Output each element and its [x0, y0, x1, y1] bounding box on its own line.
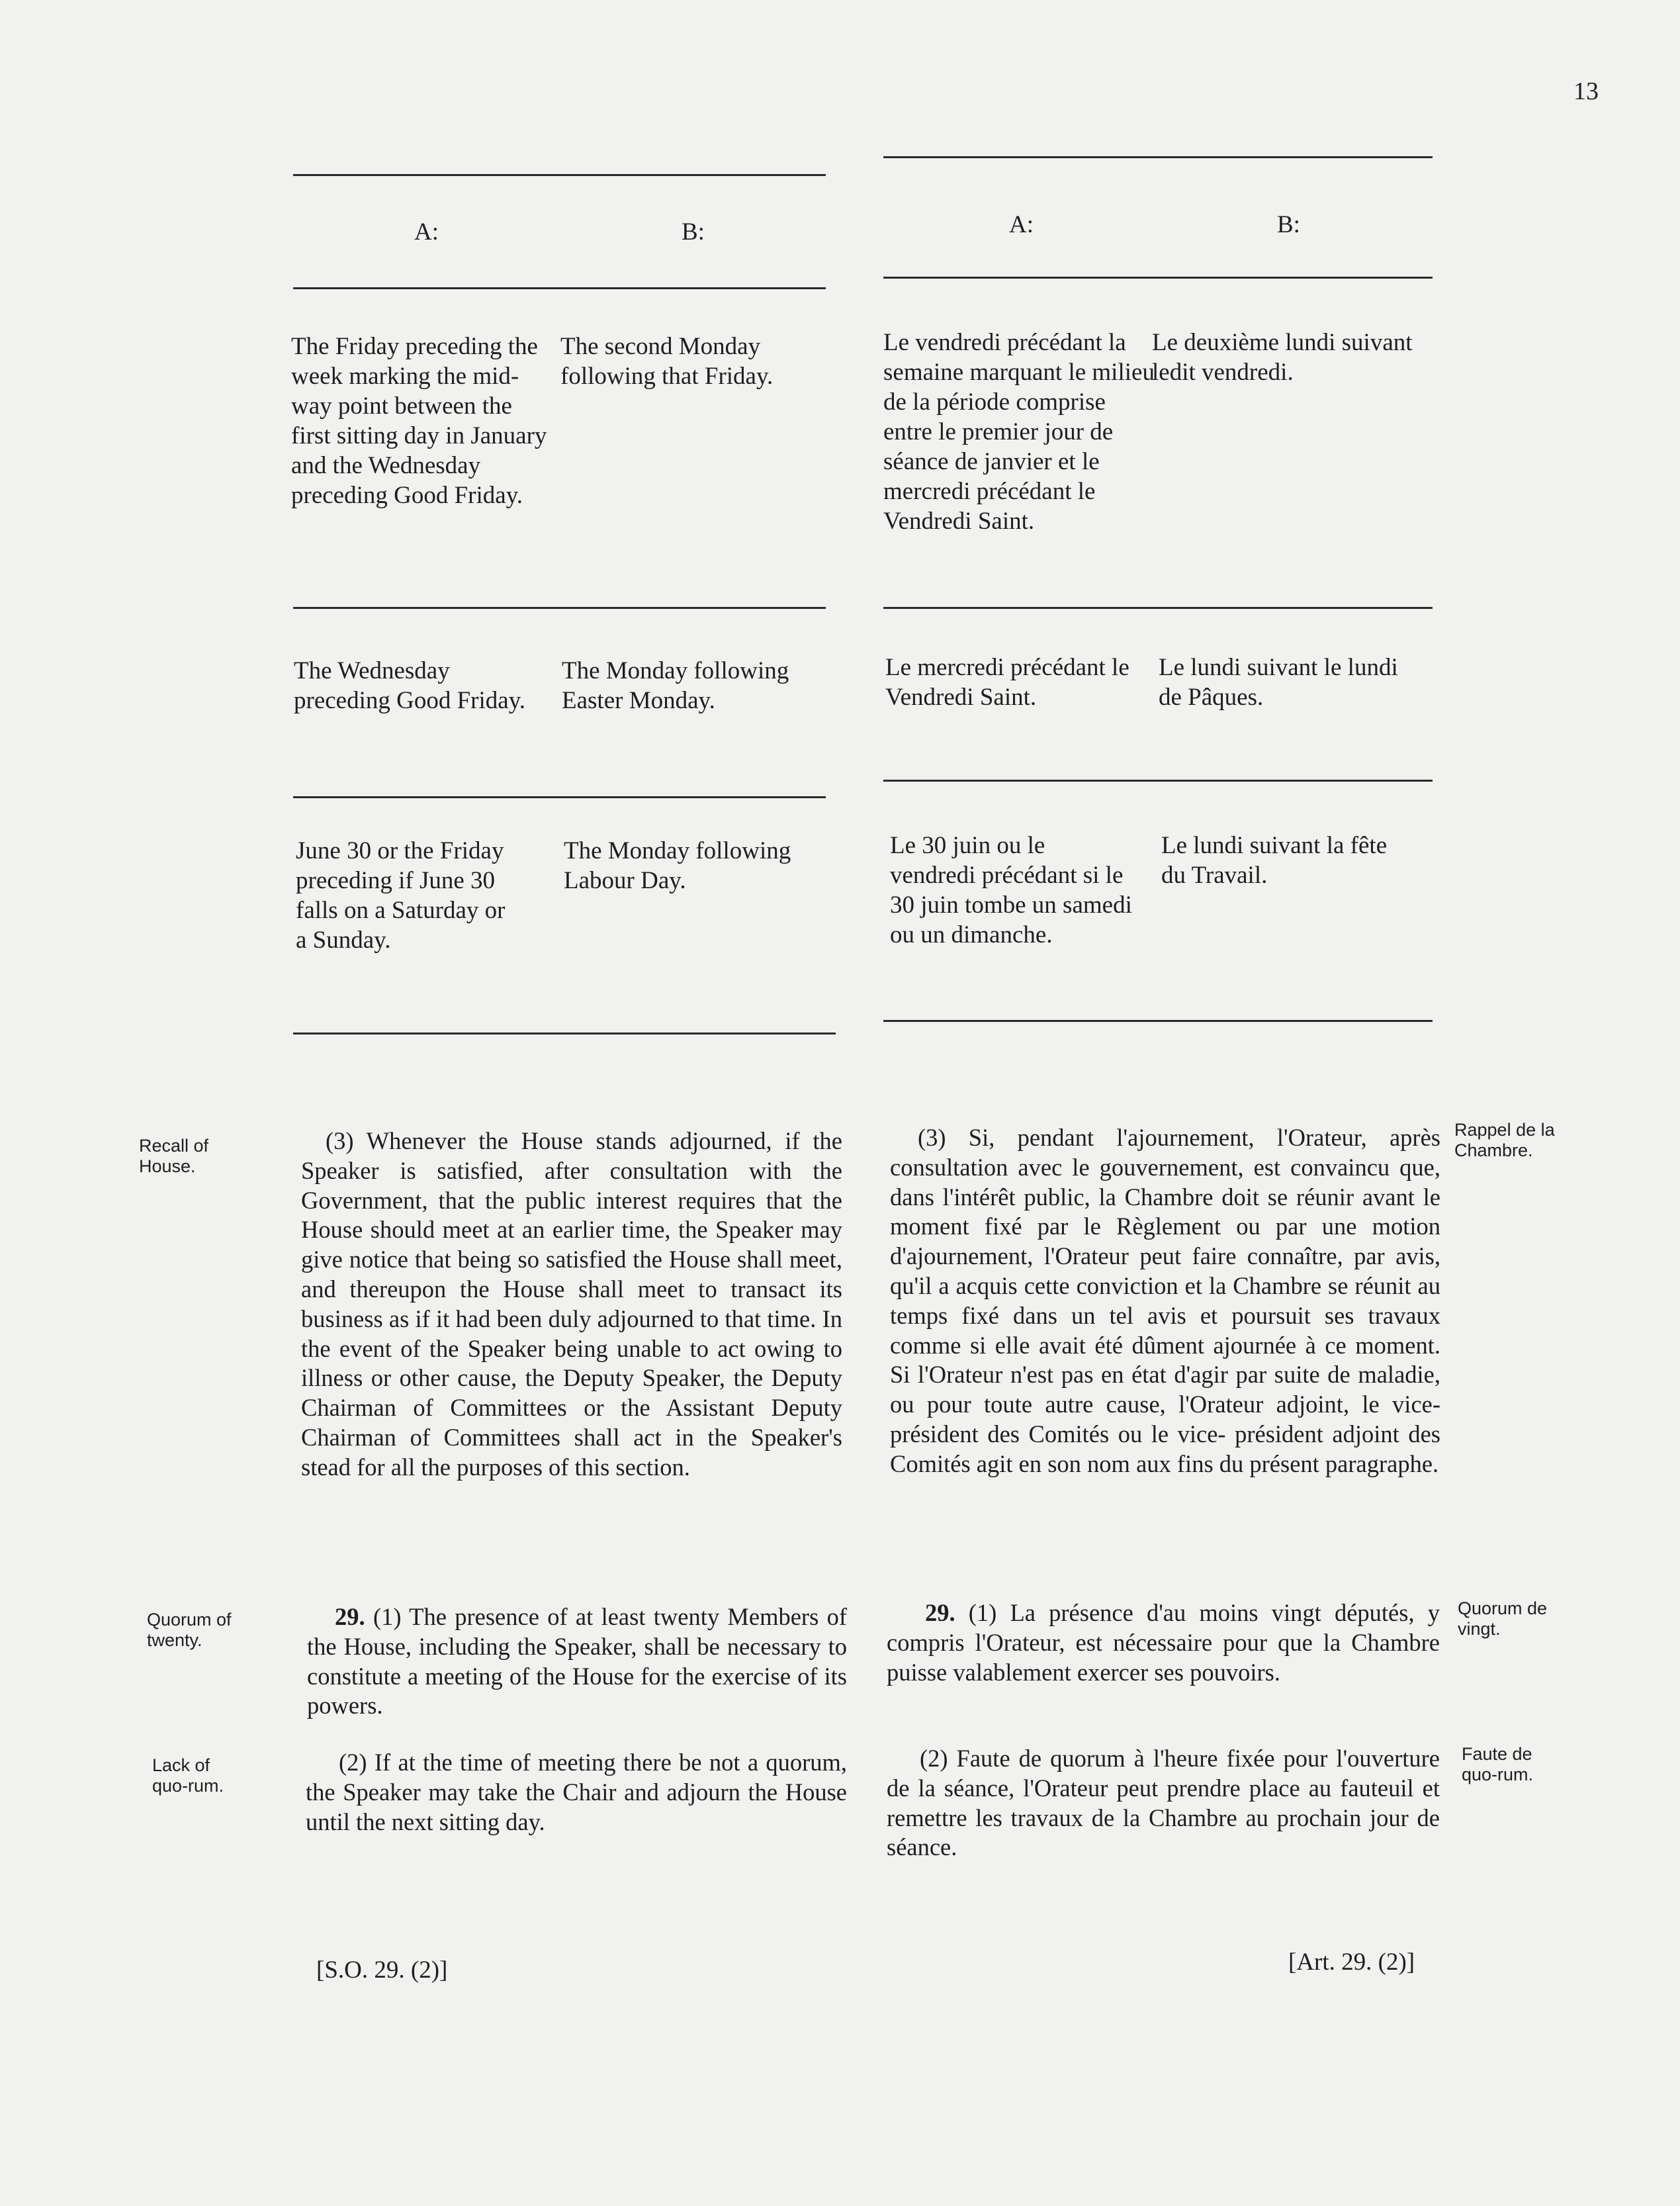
paragraph-lack-fr: (2) Faute de quorum à l'heure fixée pour l'ouverture de la séance, l'Orateur peut prendre place au fauteuil et remettre les travaux de la Chambre au prochain jour de séance. — [887, 1745, 1440, 1861]
margin-note-recall-en: Recall of House. — [139, 1136, 209, 1176]
table-rule-header-fr — [883, 277, 1433, 279]
table-rule-header-en — [293, 287, 826, 289]
table-cell-en-r3-b: The Monday following Labour Day. — [564, 837, 791, 894]
paragraph-quorum-fr-text: (1) La présence d'au moins vingt députés, y compris l'Orateur, est nécessaire pour que la Chambre puisse valablement exercer ses pouvoirs. — [887, 1599, 1440, 1686]
margin-note-recall-fr: Rappel de la Chambre. — [1454, 1120, 1555, 1160]
reference-en: [S.O. 29. (2)] — [316, 1956, 448, 1984]
table-rule-r1-en — [293, 607, 826, 609]
margin-note-lack-fr: Faute de quo-rum. — [1462, 1744, 1534, 1784]
table-rule-top-fr — [883, 156, 1433, 158]
paragraph-recall-fr: (3) Si, pendant l'ajournement, l'Orateur, après consultation avec le gouvernement, est convaincu que, dans l'intérêt public, la Chambre doit se réunir avant le moment fixé par le Règlement ou par une motion d'ajournement, l'Orateur peut faire connaître, par avis, qu'il a acquis cette conviction et la Chambre se réunit au temps fixé dans un tel avis et poursuit ses travaux comme si elle avait été dûment ajournée à ce moment. Si l'Orateur n'est pas en état d'agir par suite de maladie, ou pour toute autre cause, l'Orateur adjoint, le vice-président des Comités ou le vice- président adjoint des Comités agit en son nom aux fins du présent paragraphe. — [890, 1124, 1440, 1477]
table-rule-bottom-en — [293, 1033, 836, 1034]
table-cell-fr-r1-a: Le vendredi précédant la semaine marquant le milieu de la période comprise entre le premier jour de séance de janvier et le mercredi précédant le Vendredi Saint. — [883, 329, 1155, 535]
paragraph-quorum-en-text: (1) The presence of at least twenty Members of the House, including the Speaker, shall be necessary to constitute a meeting of the House for the exercise of its powers. — [307, 1603, 848, 1720]
table-rule-r1-fr — [883, 607, 1433, 609]
table-cell-fr-r1-b: Le deuxième lundi suivant ledit vendredi. — [1152, 329, 1413, 386]
table-cell-fr-r2-b: Le lundi suivant le lundi de Pâques. — [1159, 654, 1398, 711]
table-rule-r2-fr — [883, 780, 1433, 782]
table-rule-bottom-fr — [883, 1020, 1433, 1022]
paragraph-recall-en: (3) Whenever the House stands adjourned, if the Speaker is satisfied, after consultation with the Government, that the public interest requires that the House should meet at an earlier time, the Speaker may give notice that being so satisfied the House shall meet, and thereupon the House shall meet to transact its business as if it had been duly adjourned to that time. In the event of the Speaker being unable to act owing to illness or other cause, the Deputy Speaker, the Deputy Chairman of Committees or the Assistant Deputy Chairman of Committees shall act in the Speaker's stead for all the purposes of this section. — [301, 1127, 842, 1481]
table-cell-en-r1-a: The Friday preceding the week marking the mid-way point between the first sitting day in January and the Wednesday preceding Good Friday. — [291, 333, 547, 509]
table-cell-en-r3-a: June 30 or the Friday preceding if June 30 falls on a Saturday or a Sunday. — [296, 837, 506, 954]
table-cell-en-r2-b: The Monday following Easter Monday. — [562, 657, 789, 714]
margin-note-lack-en: Lack of quo-rum. — [152, 1755, 224, 1796]
page-number: 13 — [1573, 77, 1599, 105]
section-number-29-en: 29. — [335, 1603, 365, 1630]
table-cell-en-r1-b: The second Monday following that Friday. — [560, 333, 774, 390]
col-b-header-fr: B: — [1277, 211, 1300, 238]
paragraph-quorum-fr — [887, 1598, 1440, 1687]
table-cell-fr-r2-a: Le mercredi précédant le Vendredi Saint. — [885, 654, 1129, 711]
paragraph-quorum-en — [307, 1602, 847, 1721]
col-a-header-fr: A: — [1009, 211, 1034, 238]
section-number-29-fr: 29. — [925, 1599, 955, 1626]
table-cell-en-r2-a: The Wednesday preceding Good Friday. — [294, 657, 526, 714]
reference-fr: [Art. 29. (2)] — [1288, 1949, 1415, 1976]
table-rule-top-en — [293, 174, 826, 176]
col-b-header-en: B: — [682, 218, 705, 246]
paragraph-lack-en: (2) If at the time of meeting there be not a quorum, the Speaker may take the Chair and adjourn the House until the next sitting day. — [306, 1749, 847, 1835]
col-a-header-en: A: — [414, 218, 439, 246]
table-cell-fr-r3-b: Le lundi suivant la fête du Travail. — [1161, 832, 1388, 889]
margin-note-quorum-en: Quorum of twenty. — [147, 1610, 232, 1650]
margin-note-quorum-fr: Quorum de vingt. — [1458, 1598, 1548, 1639]
table-cell-fr-r3-a: Le 30 juin ou le vendredi précédant si le 30 juin tombe un samedi ou un dimanche. — [890, 832, 1132, 948]
table-rule-r2-en — [293, 796, 826, 798]
